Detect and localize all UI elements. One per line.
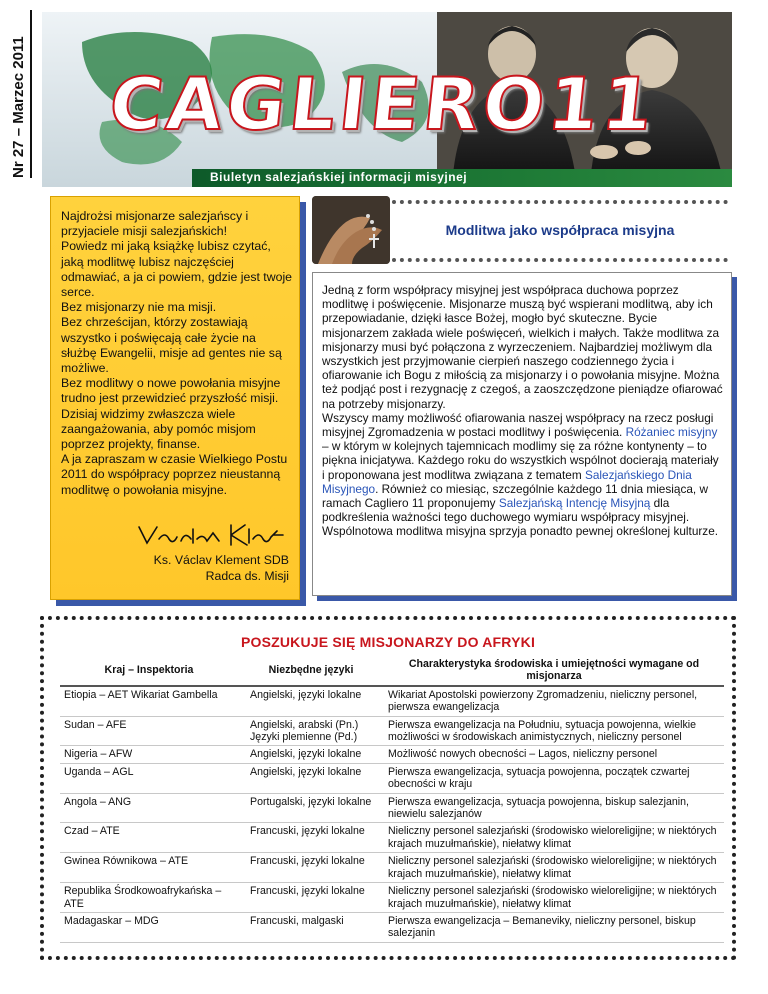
letter-paragraph: Bez modlitwy o nowe powołania misyjne trudno jest przewidzieć przyszłość misji.: [61, 376, 281, 406]
table-row: [60, 763, 724, 793]
text-run: . Również co miesiąc, szczególnie każdego 11 dnia miesiąca, w ramach Cagliero 11 proponujemy: [322, 481, 708, 511]
languages-cell: Francuski, języki lokalne: [238, 823, 384, 853]
country-cell: Angola – ANG: [60, 793, 238, 823]
letter-paragraph: Najdrożsi misjonarze salezjańscy i przyjaciele misji salezjańskich!: [61, 209, 249, 239]
prayer-title-frame: [392, 200, 728, 262]
prayer-paragraph: Jedną z form współpracy misyjnej jest współpraca duchowa poprzez modlitwę i poświęcenie. Misjonarze muszą być wspierani modlitwą, aby ich przepowiadanie, dzięki łasce Bożej, mogło być skuteczne. Bycie misjonarzem zakłada wiele poświęceń, wielkich i małych. Także modlitwa za misjonarzy musi być połączona z wyrzeczeniem. Najbardziej możliwym dla wszystkich jest przyjmowanie cierpień naszego codziennego życia i ofiarowanie ich Bogu z miłością za misjonarzy i o powołania misyjne. Można też podjąć post i rezygnację z czegoś, a zaoszczędzone pieniądze ofiarować na potrzeby misjonarzy.: [322, 283, 723, 411]
country-cell: Uganda – AGL: [60, 763, 238, 793]
rosary-link[interactable]: Różaniec misyjny: [625, 425, 718, 440]
languages-cell: Angielski, języki lokalne: [238, 686, 384, 716]
text-run: Wszyscy mamy możliwość ofiarowania naszej współpracy na rzecz posługi misyjnej Zgromadzenia w postaci modlitwy i poświęcenia.: [322, 410, 714, 440]
table-row: [60, 853, 724, 883]
column-header: Kraj – Inspektoria: [60, 656, 238, 686]
description-cell: Pierwsza ewangelizacja na Południu, sytuacja powojenna, wielkie możliwości w środowiskach animistycznych, nieliczny personel: [384, 716, 724, 746]
languages-cell: Angielski, języki lokalne: [238, 746, 384, 763]
africa-missionaries-section: [40, 616, 736, 960]
description-cell: Pierwsza ewangelizacja – Bemaneviky, nieliczny personel, biskup salezjanin: [384, 912, 724, 942]
description-cell: Nieliczny personel salezjański (środowisko wieloreligijne; w niektórych krajach muzułmańskie), niełatwy klimat: [384, 883, 724, 913]
handwritten-signature: [135, 523, 285, 547]
table-row: [60, 883, 724, 913]
country-cell: Nigeria – AFW: [60, 746, 238, 763]
letter-paragraph: Bez misjonarzy nie ma misji.: [61, 300, 217, 315]
prayer-paragraph: Wspólnotowa modlitwa misyjna sprzyja ponadto pewnej określonej kulturze.: [322, 524, 719, 539]
column-header: Charakterystyka środowiska i umiejętności wymagane od misjonarza: [384, 656, 724, 686]
languages-cell: Francuski, języki lokalne: [238, 853, 384, 883]
description-cell: Możliwość nowych obecności – Lagos, nieliczny personel: [384, 746, 724, 763]
letter-body: [61, 209, 293, 498]
country-cell: Gwinea Równikowa – ATE: [60, 853, 238, 883]
prayer-body: [322, 283, 724, 539]
country-cell: Czad – ATE: [60, 823, 238, 853]
table-row: [60, 686, 724, 716]
table-row: [60, 716, 724, 746]
languages-cell: Angielski, arabski (Pn.) Języki plemienne (Pd.): [238, 716, 384, 746]
languages-cell: Francuski, języki lokalne: [238, 883, 384, 913]
country-cell: Madagaskar – MDG: [60, 912, 238, 942]
country-cell: Etiopia – AET Wikariat Gambella: [60, 686, 238, 716]
mission-day-link[interactable]: Salezjańskiego Dnia Misyjnego: [322, 467, 692, 496]
section-title: POSZUKUJE SIĘ MISJONARZY DO AFRYKI: [240, 634, 536, 650]
table-row: [60, 823, 724, 853]
languages-cell: Francuski, malgaski: [238, 912, 384, 942]
country-cell: Sudan – AFE: [60, 716, 238, 746]
author-name: Ks. Václav Klement SDB: [153, 553, 289, 567]
letter-paragraph: A ja zapraszam w czasie Wielkiego Postu 2011 do współpracy poprzez nieustanną modlitwę o powołania misyjne.: [61, 452, 288, 497]
praying-hands-rosary-photo: [312, 196, 390, 264]
letter-paragraph: Bez chrześcijan, którzy zostawiają wszystko i poświęcają całe życie na służbę Ewangelii, misje ad gentes nie są możliwe.: [61, 315, 282, 376]
description-cell: Wikariat Apostolski powierzony Zgromadzeniu, nieliczny personel, pierwsza ewangelizacja: [384, 686, 724, 716]
table-row: [60, 912, 724, 942]
letter-paragraph: Powiedz mi jaką książkę lubisz czytać, jaką modlitwę lubisz najczęściej odmawiać, a ja ci powiem, gdzie jest twoje serce.: [61, 239, 293, 300]
prayer-title: Modlitwa jako współpraca misyjna: [445, 222, 675, 238]
editorial-letter: [50, 196, 300, 600]
table-header-row: [60, 656, 724, 686]
side-divider: [30, 10, 32, 178]
description-cell: Pierwsza ewangelizacja, sytuacja powojenna, początek czwartej obecności w kraju: [384, 763, 724, 793]
subtitle: Biuletyn salezjańskiej informacji misyjnej: [210, 170, 468, 184]
letter-author: [154, 553, 289, 584]
missions-table: [60, 656, 724, 943]
table-row: [60, 793, 724, 823]
languages-cell: Angielski, języki lokalne: [238, 763, 384, 793]
masthead: [42, 12, 732, 187]
description-cell: Nieliczny personel salezjański (środowisko wieloreligijne; w niektórych krajach muzułmańskie), niełatwy klimat: [384, 853, 724, 883]
prayer-paragraph-2: [322, 411, 724, 525]
letter-paragraph: Dzisiaj widzimy zwłaszcza wiele zaangażowania, aby pomóc misjom poprzez projekty, finanse.: [61, 406, 256, 452]
text-run: – w którym w kolejnych tajemnicach modlimy się za różne kontynenty – to piękna inicjatywa. Każdego roku do wszystkich wspólnot docierają materiały i proponowana jest modlitwa związana z tematem: [322, 439, 719, 482]
country-cell: Republika Środkowoafrykańska – ATE: [60, 883, 238, 913]
description-cell: Pierwsza ewangelizacja, sytuacja powojenna, biskup salezjanin, niewielu salezjanów: [384, 793, 724, 823]
logo: CAGLIERO11: [105, 62, 661, 146]
description-cell: Nieliczny personel salezjański (środowisko wieloreligijne; w niektórych krajach muzułmańskie), niełatwy klimat: [384, 823, 724, 853]
mission-intention-link[interactable]: Salezjańską Intencję Misyjną: [498, 496, 651, 511]
column-header: Niezbędne języki: [238, 656, 384, 686]
table-row: [60, 746, 724, 763]
languages-cell: Portugalski, języki lokalne: [238, 793, 384, 823]
author-role: Radca ds. Misji: [205, 568, 289, 583]
issue-number: Nr 27 – Marzec 2011: [10, 36, 27, 178]
text-run: dla podkreślenia ważności tego duchowego wymiaru współpracy misyjnej.: [322, 496, 690, 525]
prayer-article: [312, 272, 732, 596]
